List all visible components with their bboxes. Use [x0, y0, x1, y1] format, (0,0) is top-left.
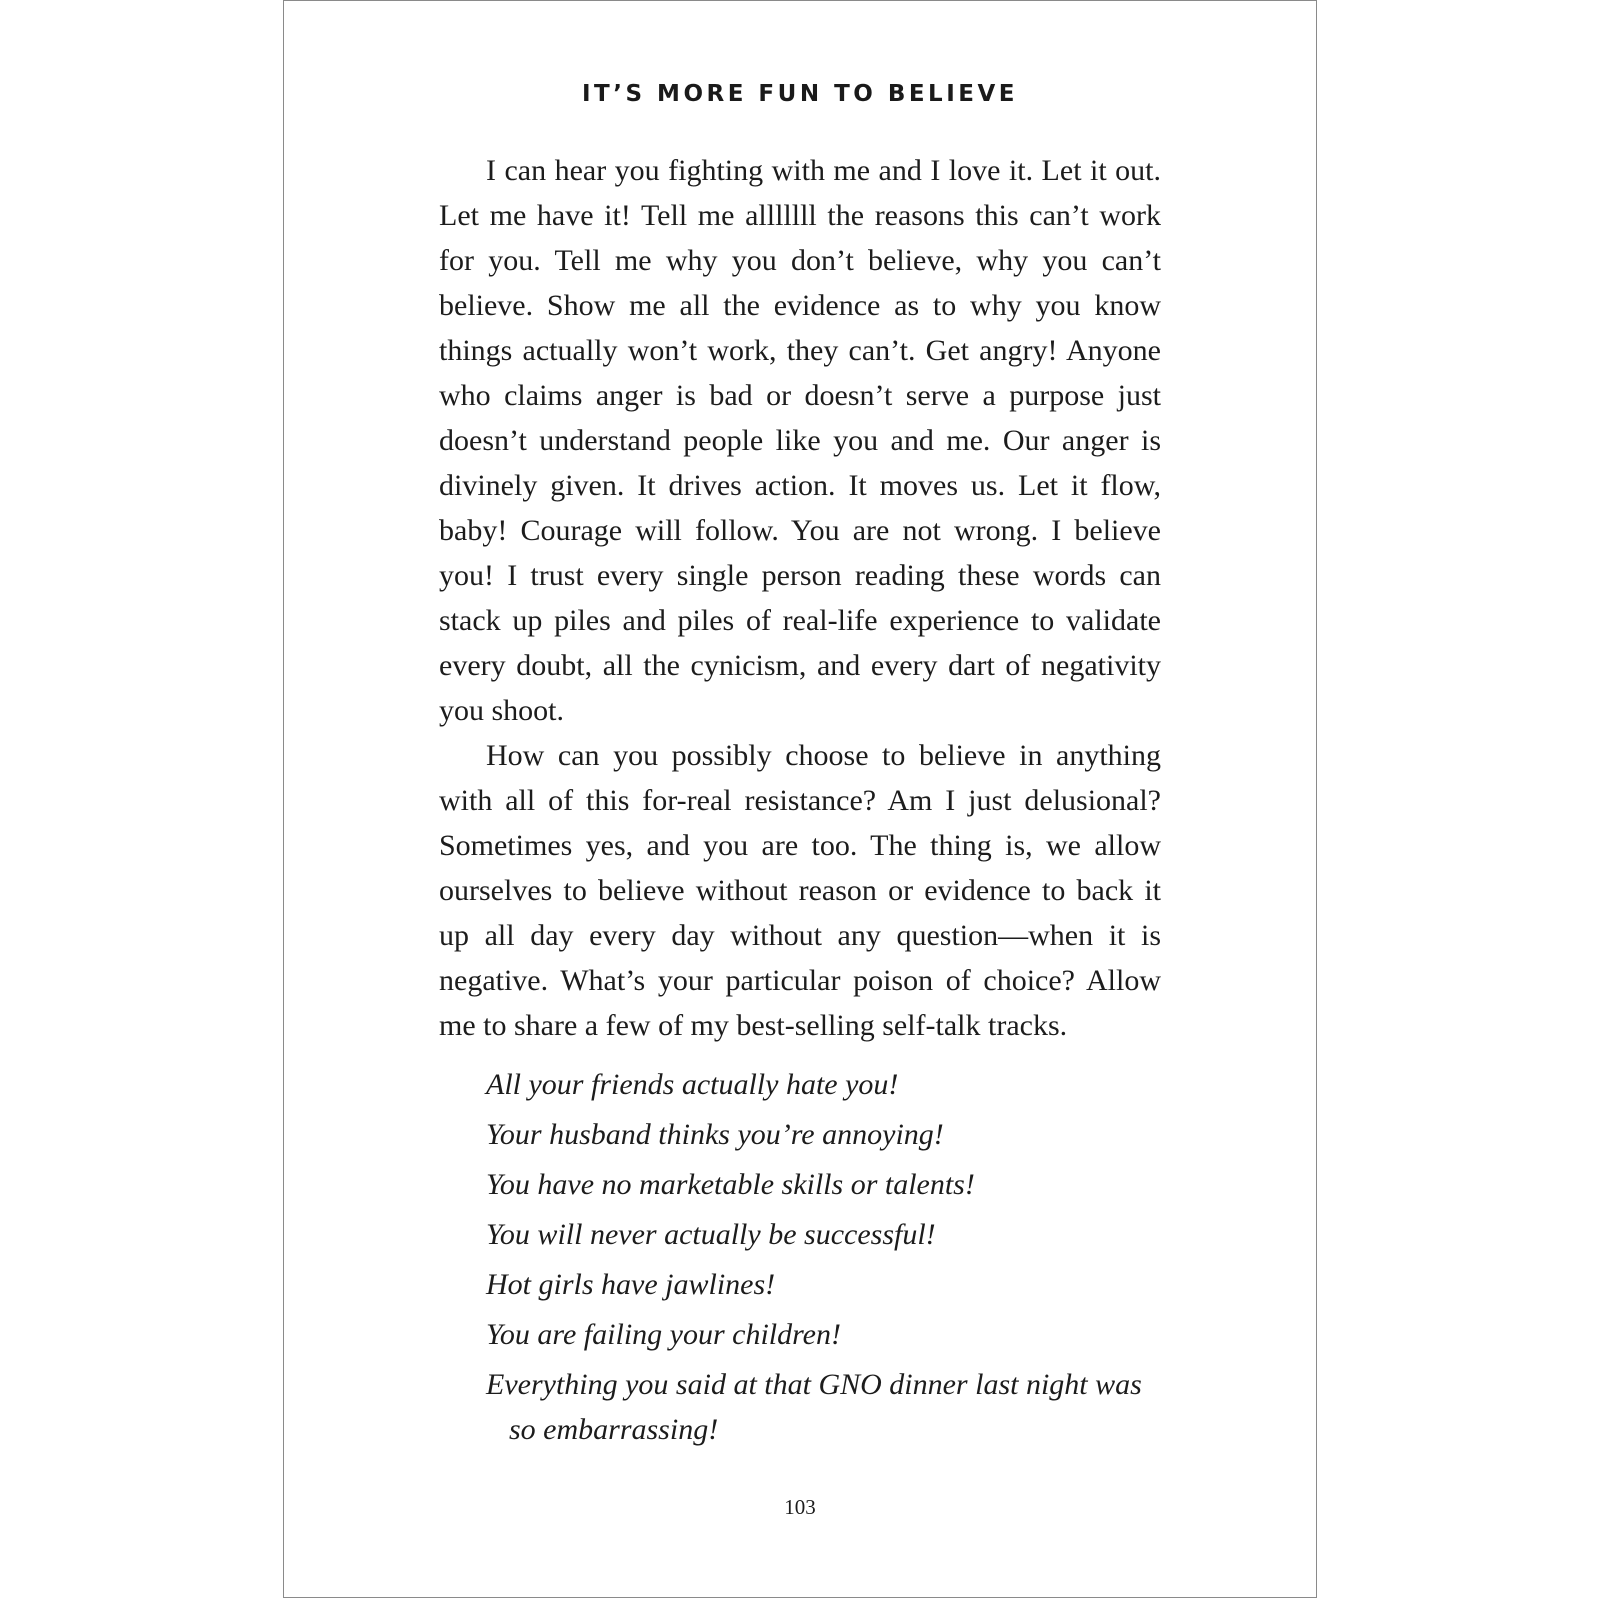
- page-number: 103: [784, 1495, 816, 1519]
- running-head: IT’S MORE FUN TO BELIEVE: [582, 81, 1018, 107]
- paragraph-1: I can hear you fighting with me and I love it. Let it out. Let me have it! Tell me alllllll the reasons this can’t work for you. Tell me why you don’t believe, why you can’t believe. Show me all the evidence as to why you know things actually won’t work, they can’t. Get angry! Anyone who claims anger is bad or doesn’t serve a purpose just doesn’t understand people like you and me. Our anger is divinely given. It drives action. It moves us. Let it flow, baby! Courage will follow. You are not wrong. I believe you! I trust every single person reading these words can stack up piles and piles of real-life experience to validate every doubt, all the cynicism, and every dart of negativity you shoot.: [439, 154, 1161, 727]
- self-talk-item: You will never actually be successful!: [486, 1218, 936, 1251]
- body-text: [439, 148, 1161, 1457]
- self-talk-item: You have no marketable skills or talents!: [486, 1168, 975, 1201]
- self-talk-item: Your husband thinks you’re annoying!: [486, 1118, 944, 1151]
- paragraph-2: How can you possibly choose to believe in anything with all of this for-real resistance? Am I just delusional? Sometimes yes, and you are too. The thing is, we allow ourselves to believe without reason or evidence to back it up all day every day without any question—when it is negative. What’s your particular poison of choice? Allow me to share a few of my best-selling self-talk tracks.: [439, 739, 1161, 1042]
- self-talk-item: Hot girls have jawlines!: [486, 1268, 776, 1301]
- self-talk-item: Everything you said at that GNO dinner last night was so embarrassing!: [486, 1368, 1142, 1446]
- self-talk-item: You are failing your children!: [486, 1318, 841, 1351]
- book-page: [283, 0, 1317, 1598]
- self-talk-list: [439, 1062, 1161, 1452]
- self-talk-item: All your friends actually hate you!: [486, 1068, 899, 1101]
